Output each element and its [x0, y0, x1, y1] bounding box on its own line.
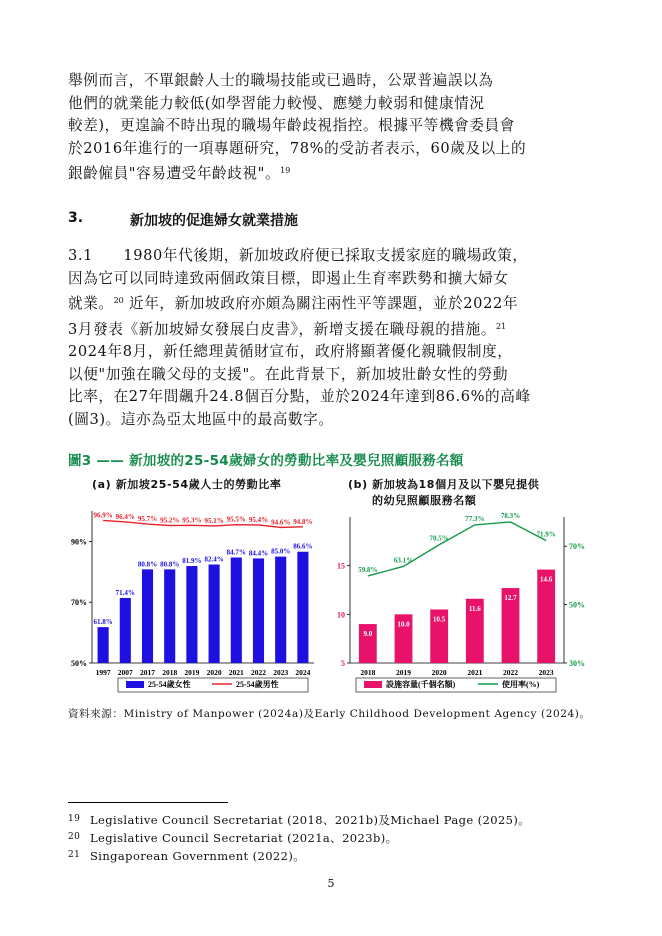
line-label: 94.8% — [293, 517, 313, 526]
bar — [186, 566, 197, 663]
section-number: 3. — [68, 210, 84, 226]
x-tick-label: 2007 — [117, 668, 133, 677]
bar-label: 61.8% — [93, 618, 113, 627]
y-tick-label-right: 70% — [569, 542, 585, 552]
footnote-text: Legislative Council Secretariat (2018、2021b)及Michael Page (2025)。 — [90, 813, 531, 827]
bar-label: 71.4% — [115, 588, 135, 597]
line-label: 71.9% — [536, 530, 556, 539]
footnote — [68, 812, 530, 828]
bar — [98, 627, 109, 663]
footnote-text: Singaporean Government (2022)。 — [90, 849, 306, 863]
x-tick-label: 2020 — [431, 668, 447, 677]
bar-label: 81.9% — [182, 557, 202, 566]
page-number: 5 — [327, 877, 335, 890]
y-tick-label: 70% — [71, 598, 87, 608]
x-tick-label: 2023 — [538, 668, 554, 677]
footnote-text: Legislative Council Secretariat (2021a、2023b)。 — [90, 831, 398, 845]
section-title: 新加坡的促進婦女就業措施 — [130, 213, 298, 229]
bar-label: 82.4% — [204, 555, 224, 564]
bar — [275, 557, 286, 663]
x-tick-label: 2017 — [140, 668, 155, 677]
bar-label: 84.4% — [248, 549, 269, 558]
x-tick-label: 2019 — [184, 668, 200, 677]
y-tick-label-left: 10 — [337, 610, 345, 620]
legend-label: 25-54歲女性 — [148, 680, 191, 689]
figure-source: 資料來源：Ministry of Manpower (2024a)及Early Childhood Development Agency (2024)。 — [68, 708, 591, 720]
footnote — [68, 848, 305, 864]
line-label: 95.5% — [226, 515, 246, 524]
paragraph-line: 較差)，更遑論不時出現的職場年齡歧視指控。根據平等機會委員會 — [68, 117, 515, 134]
paragraph-line: 以便"加強在職父母的支援"。在此背景下，新加坡壯齡女性的勞動 — [68, 365, 509, 383]
line-label: 59.8% — [358, 565, 378, 574]
paragraph-text: 銀齡僱員"容易遭受年齡歧視"。 — [68, 165, 281, 182]
bar — [537, 570, 555, 663]
bar-label: 9.0 — [363, 630, 373, 639]
paragraph-line: 3.1 1980年代後期，新加坡政府便已採取支援家庭的職場政策， — [68, 247, 528, 264]
x-tick-label: 2020 — [206, 668, 222, 677]
y-tick-label-left: 15 — [337, 561, 345, 571]
footnote-ref[interactable]: 21 — [496, 321, 507, 331]
bar-label: 12.7 — [504, 594, 517, 603]
y-tick-label-right: 30% — [569, 659, 585, 668]
line-label: 95.1% — [204, 516, 224, 525]
footnote-number: 20 — [68, 832, 81, 842]
paragraph-line: 他們的就業能力較低(如學習能力較慢、應變力較弱和健康情況 — [68, 94, 485, 112]
x-tick-label: 2022 — [251, 668, 266, 677]
bar — [164, 569, 175, 663]
y-tick-label: 50% — [71, 659, 87, 668]
line-label: 70.5% — [429, 534, 449, 543]
paragraph-3-1 — [68, 245, 596, 431]
x-tick-label: 2019 — [396, 668, 411, 677]
line-label: 94.6% — [271, 518, 291, 527]
paragraph-text: 就業。 — [68, 295, 114, 312]
bar-label: 10.0 — [397, 620, 410, 629]
line-label: 78.3% — [500, 511, 521, 520]
legend-label: 25-54歲男性 — [236, 680, 279, 689]
bar-label: 80.8% — [137, 560, 158, 569]
y-tick-label-right: 50% — [569, 600, 585, 610]
line-label: 96.4% — [115, 512, 135, 521]
bar-label: 14.6 — [540, 575, 553, 584]
paragraph-line: 舉例而言，不單銀齡人士的職場技能或已過時，公眾普遍誤以為 — [68, 72, 494, 89]
bar-label: 84.7% — [226, 548, 246, 557]
bar — [297, 552, 308, 663]
footnote-divider — [68, 802, 228, 803]
footnote — [68, 830, 398, 846]
line-label: 63.1% — [393, 556, 414, 565]
legend-swatch-female — [126, 681, 144, 688]
footnote-ref[interactable]: 19 — [280, 166, 291, 175]
legend-label: 使用率(%) — [502, 680, 540, 689]
y-tick-label-left: 5 — [341, 659, 345, 668]
line-label: 95.4% — [248, 515, 269, 524]
line-label: 96.9% — [93, 511, 113, 520]
x-tick-label: 1997 — [95, 668, 111, 677]
x-tick-label: 2022 — [503, 668, 518, 677]
x-tick-label: 2021 — [467, 668, 483, 677]
chart-b-title-line1: (b) 新加坡為18個月及以下嬰兒提供 — [348, 478, 540, 491]
paragraph-line: (圖3)。這亦為亞太地區中的最高數字。 — [68, 410, 334, 428]
x-tick-label: 2018 — [360, 668, 376, 677]
bar-label: 10.5 — [433, 615, 446, 624]
chart-b — [330, 505, 592, 695]
x-tick-label: 2023 — [273, 668, 289, 677]
line-label: 95.2% — [160, 516, 180, 525]
footnote-number: 21 — [68, 850, 81, 860]
footnote-number: 19 — [68, 814, 81, 824]
bar — [231, 558, 242, 663]
footnote-ref[interactable]: 20 — [113, 296, 124, 305]
bar — [209, 565, 220, 663]
line-label: 95.7% — [137, 515, 158, 524]
line-label: 95.3% — [182, 516, 202, 525]
legend-box — [118, 678, 308, 692]
paragraph-line: 因為它可以同時達致兩個政策目標，即遏止生育率跌勢和擴大婦女 — [68, 269, 509, 287]
bar — [253, 558, 264, 663]
paragraph-line: 比率，在27年間飆升24.8個百分點，並於2024年達到86.6%的高峰 — [68, 388, 531, 405]
x-tick-label: 2021 — [228, 668, 244, 677]
y-tick-label: 90% — [71, 537, 87, 547]
paragraph-text: 近年，新加坡政府亦頗為關注兩性平等課題，並於2022年 — [129, 295, 519, 312]
figure-title: 圖3 —— 新加坡的25-54歲婦女的勞動比率及嬰兒照顧服務名額 — [68, 453, 464, 469]
chart-a — [60, 505, 322, 695]
legend-label: 設施容量(千個名額) — [386, 680, 456, 689]
paragraph-line: 於2016年進行的一項專題研究，78%的受訪者表示，60歲及以上的 — [68, 139, 527, 157]
paragraph-text: 3月發表《新加坡婦女發展白皮書》，新增支援在職母親的措施。 — [68, 320, 497, 338]
legend-swatch-capacity — [364, 681, 382, 688]
line-label: 77.3% — [465, 514, 485, 523]
bar-label: 86.6% — [293, 542, 313, 551]
paragraph-line — [68, 316, 596, 342]
paragraph-line — [68, 160, 596, 186]
x-tick-label: 2024 — [295, 668, 311, 677]
chart-b-title-line2: 的幼兒照顧服務名額 — [372, 494, 477, 507]
chart-a-title: (a) 新加坡25-54歲人士的勞動比率 — [92, 478, 282, 491]
paragraph-line: 2024年8月，新任總理黃循財宣布，政府將顯著優化親職假制度， — [68, 343, 513, 360]
x-tick-label: 2018 — [162, 668, 178, 677]
paragraph-line — [68, 290, 596, 316]
bar — [120, 598, 131, 663]
line-series-usage — [368, 522, 546, 576]
bar-label: 80.8% — [160, 560, 180, 569]
paragraph-1 — [68, 70, 596, 186]
bar — [142, 569, 153, 663]
bar-label: 85.0% — [271, 547, 291, 556]
bar-label: 11.6 — [468, 604, 481, 613]
